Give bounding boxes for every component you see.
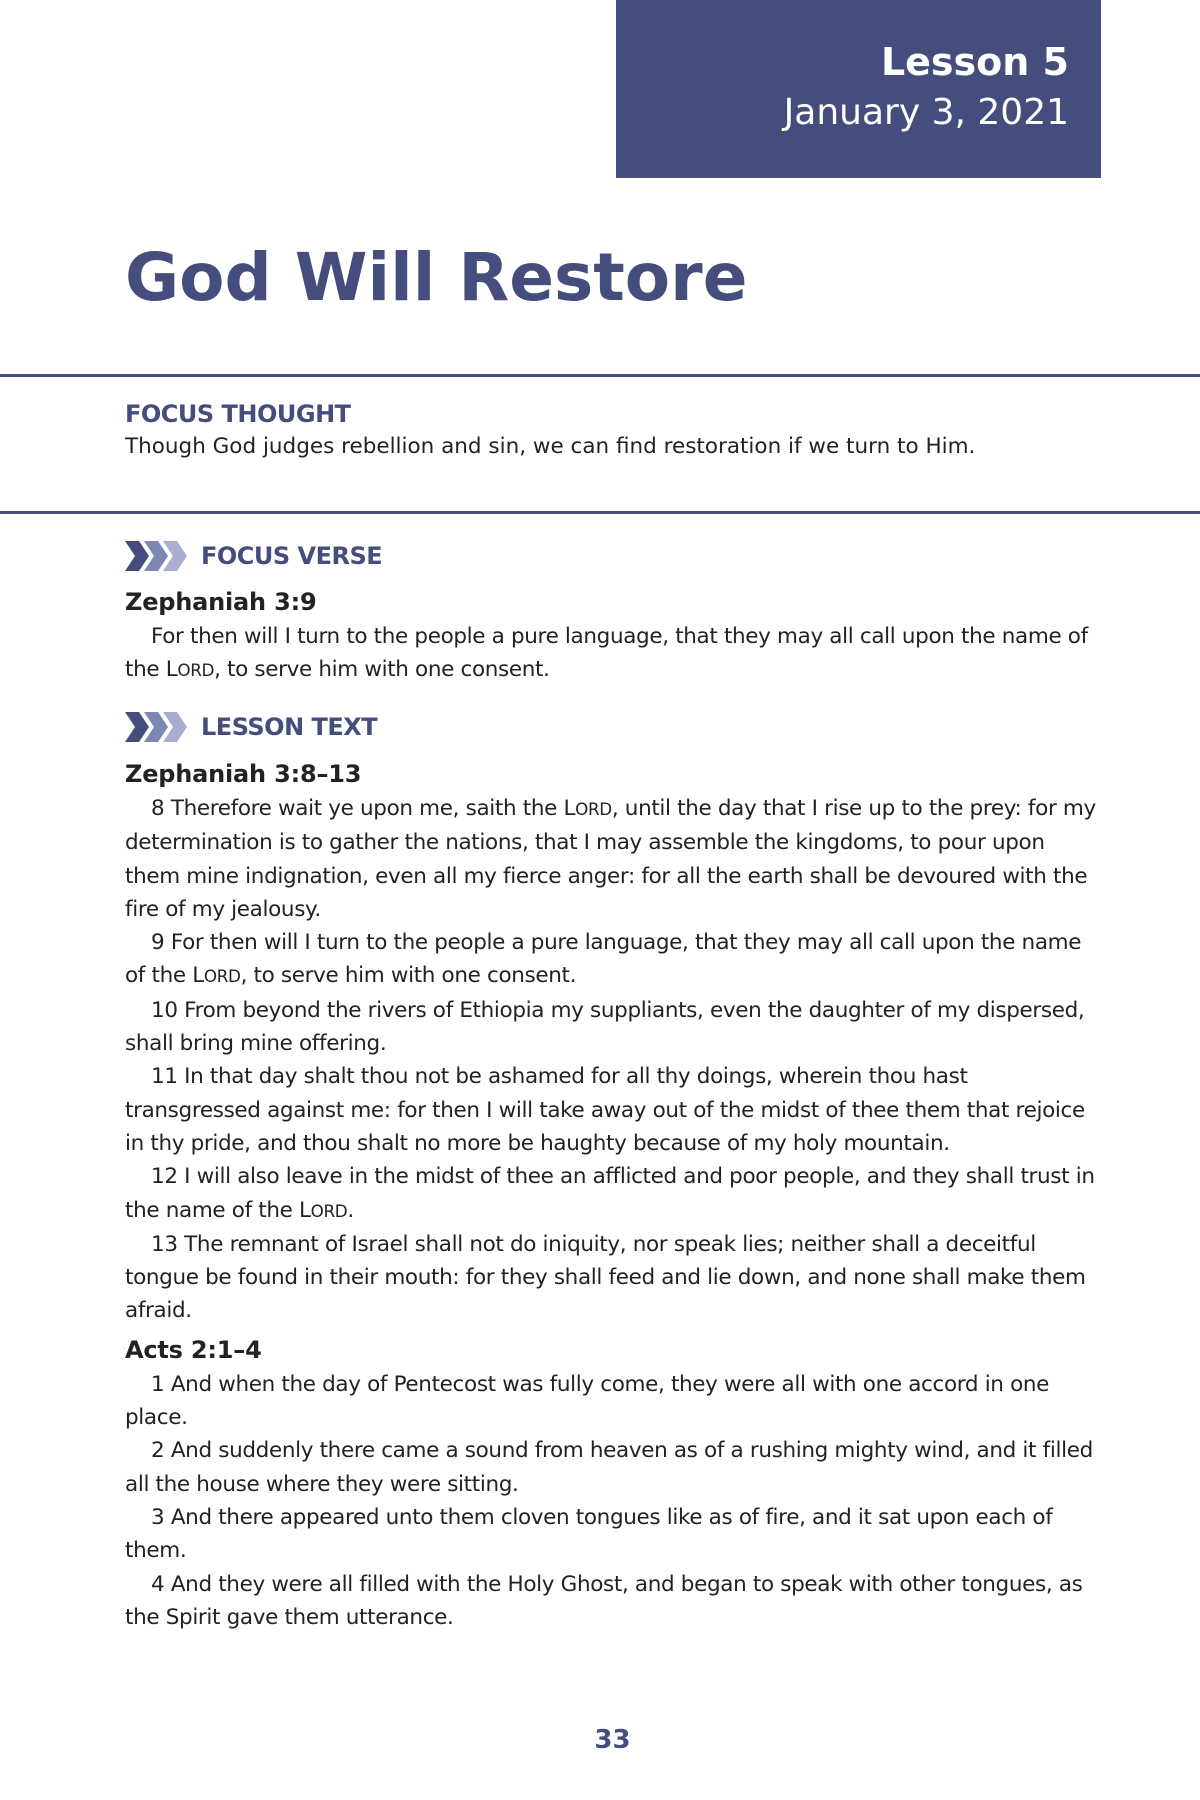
bottom-divider (0, 511, 1200, 514)
focus-thought-section (125, 398, 1100, 464)
verse: 2 And suddenly there came a sound from heaven as of a rushing mighty wind, and it filled all the house where they were sitting. (125, 1438, 1093, 1497)
verse: 12 I will also leave in the midst of thee an afflicted and poor people, and they shall trust in the name of the LORD. (125, 1164, 1095, 1223)
triple-chevron-icon (125, 541, 187, 571)
verse: 9 For then will I turn to the people a pure language, that they may all call upon the name of the LORD, to serve him with one consent. (125, 930, 1082, 989)
verse: 8 Therefore wait ye upon me, saith the LORD, until the day that I rise up to the prey: for my determination is to gather the nations, that I may assemble the kingdoms, to pour upon them mine indignation, even all my fierce anger: for all the earth shall be devoured with the fire of my jealousy. (125, 796, 1096, 922)
lesson-text-label: LESSON TEXT (201, 713, 378, 741)
passage-reference: Acts 2:1–4 (125, 1335, 262, 1364)
focus-verse-text: For then will I turn to the people a pure language, that they may all call upon the name of the LORD, to serve him with one consent. (125, 624, 1088, 683)
verse: 11 In that day shalt thou not be ashamed for all thy doings, wherein thou hast transgressed against me: for then I will take away out of the midst of thee them that rejoice in thy pride, and thou shalt no more be haughty because of my holy mountain. (125, 1064, 1085, 1156)
verse: 4 And they were all filled with the Holy Ghost, and began to speak with other tongues, as the Spirit gave them utterance. (125, 1571, 1083, 1630)
focus-thought-label: FOCUS THOUGHT (125, 400, 351, 428)
lesson-date: January 3, 2021 (783, 92, 1069, 133)
lesson-number: Lesson 5 (880, 40, 1069, 84)
focus-thought-text: Though God judges rebellion and sin, we can find restoration if we turn to Him. (125, 434, 976, 459)
focus-verse-reference: Zephaniah 3:9 (125, 588, 317, 616)
verse: 13 The remnant of Israel shall not do iniquity, nor speak lies; neither shall a deceitful tongue be found in their mouth: for they shall feed and lie down, and none shall make them afraid. (125, 1231, 1086, 1324)
passage-reference: Zephaniah 3:8–13 (125, 760, 362, 788)
focus-verse-block (125, 584, 1100, 688)
triple-chevron-icon (125, 712, 187, 742)
lesson-header-box (616, 0, 1101, 178)
page-title: God Will Restore (125, 239, 748, 316)
verse: 3 And there appeared unto them cloven tongues like as of fire, and it sat upon each of them. (125, 1504, 1053, 1564)
focus-verse-heading (125, 538, 382, 574)
verse: 1 And when the day of Pentecost was fully come, they were all with one accord in one place. (125, 1371, 1050, 1431)
focus-verse-label: FOCUS VERSE (201, 542, 383, 570)
page-number: 33 (594, 1725, 631, 1755)
verse: 10 From beyond the rivers of Ethiopia my suppliants, even the daughter of my dispersed, shall bring mine offering. (125, 997, 1085, 1057)
lesson-text-heading (125, 709, 377, 745)
top-divider (0, 374, 1200, 377)
lesson-text-block (125, 756, 1100, 1634)
